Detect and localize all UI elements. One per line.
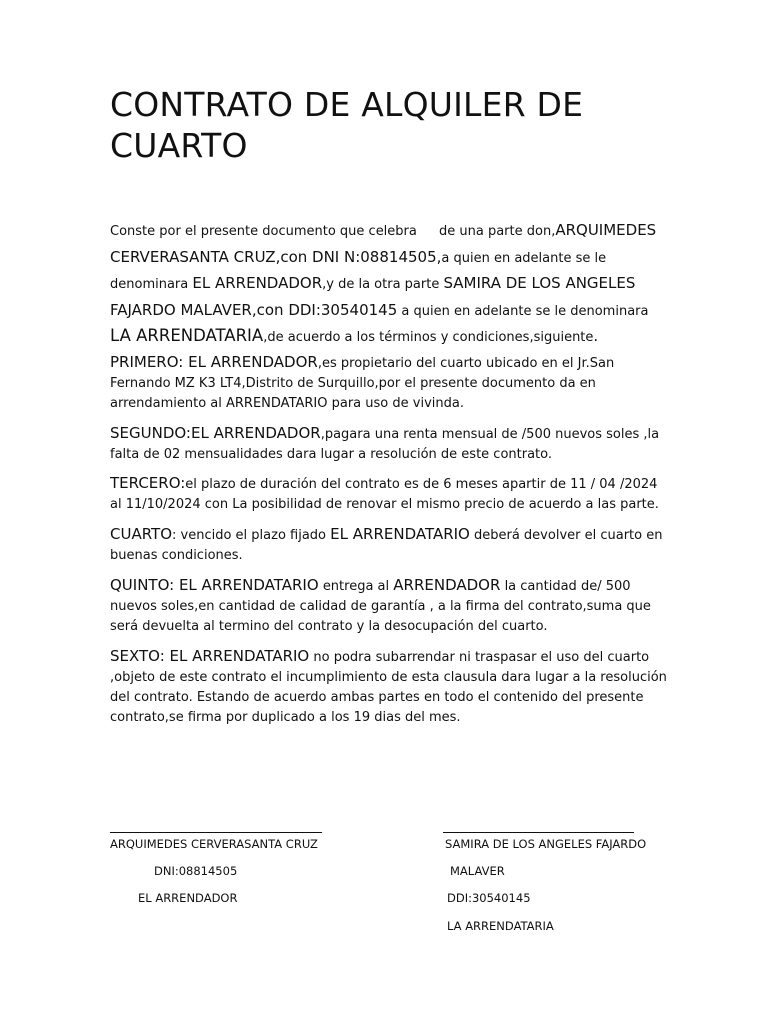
clause-body: : vencido el plazo fijado — [172, 528, 327, 543]
clause-tercero — [110, 473, 670, 515]
clause-segundo — [110, 423, 670, 465]
arrendataria-role: LA ARRENDATARIA — [110, 326, 264, 345]
clause-body: entrega al — [322, 579, 390, 594]
intro-text-5: a quien en adelante se le denominara — [401, 303, 649, 319]
clause-heading: SEGUNDO:EL ARRENDADOR — [110, 424, 321, 442]
intro-text-1: Conste por el presente documento que celebra — [110, 224, 417, 239]
clause-body: ,es propietario del cuarto ubicado en el Jr.San Fernando MZ K3 LT4,Distrito de Surquillo,por el presente documento da en arrendamiento al ARRENDATARIO para uso de vivinda. — [110, 356, 615, 411]
clause-body: ,pagara una renta mensual de /500 nuevos soles ,la falta de 02 mensualidades dara lugar a resolución de este contrato. — [110, 427, 660, 462]
title-line-2: CUARTO — [110, 126, 248, 165]
clause-body: la cantidad de/ 500 nuevos soles,en cantidad de calidad de garantía , a la firma del contrato,suma que será devuelta al termino del contrato y la desocupación del cuarto. — [110, 579, 651, 634]
signature-role-arrendador: EL ARRENDADOR — [138, 891, 238, 905]
title-line-1: CONTRATO DE ALQUILER DE — [110, 85, 584, 124]
clause-quinto — [110, 575, 670, 637]
clause-body: deberá devolver el cuarto en buenas condiciones. — [110, 528, 663, 563]
signature-line-arrendador — [110, 832, 322, 833]
signature-name-arrendador: ARQUIMEDES CERVERASANTA CRUZ — [110, 837, 318, 851]
intro-text-6: ,de acuerdo a los términos y condiciones,siguiente — [263, 330, 594, 345]
arrendador-role: EL ARRENDADOR — [192, 274, 323, 292]
signature-id-arrendador: DNI:08814505 — [154, 864, 238, 878]
clause-party: EL ARRENDATARIO — [330, 525, 470, 543]
clause-heading: SEXTO: EL ARRENDATARIO — [110, 647, 310, 665]
intro-text-3: a quien en adelante se le denominara — [110, 250, 607, 292]
intro-text-4: ,y de la otra parte — [322, 277, 440, 292]
clause-body: el plazo de duración del contrato es de 6 meses apartir de 11 / 04 /2024 al 11/10/2024 con La posibilidad de renovar el mismo precio de acuerdo a las parte. — [110, 477, 659, 512]
signature-id-arrendataria: DDI:30540145 — [447, 891, 531, 905]
clause-sexto — [110, 646, 670, 728]
intro-text-7: . — [593, 327, 599, 345]
arrendataria-name: SAMIRA DE LOS ANGELES FAJARDO MALAVER,con DDI:30540145 — [110, 274, 636, 319]
clause-heading: PRIMERO: EL ARRENDADOR — [110, 353, 318, 371]
signature-line-arrendataria — [443, 832, 634, 833]
signature-role-arrendataria: LA ARRENDATARIA — [447, 919, 554, 933]
clause-primero — [110, 352, 670, 414]
clause-party: ARRENDADOR — [393, 576, 501, 594]
clause-heading: CUARTO — [110, 525, 173, 543]
clause-body: no podra subarrendar ni traspasar el uso del cuarto ,objeto de este contrato el incumplimiento de esta clausula dara lugar a la resolución del contrato. Estando de acuerdo ambas partes en todo el contenido del presente contrato,se firma por duplicado a los 19 dias del mes. — [110, 650, 667, 725]
signature-name-arrendataria: SAMIRA DE LOS ANGELES FAJARDO — [445, 837, 647, 851]
signature-name-arrendataria-cont: MALAVER — [450, 864, 505, 878]
clause-cuarto — [110, 524, 670, 566]
clause-heading: QUINTO: EL ARRENDATARIO — [110, 576, 319, 594]
intro-text-2: de una parte don, — [439, 224, 556, 239]
document-title — [110, 84, 670, 166]
intro-paragraph — [110, 218, 670, 351]
arrendador-name: ARQUIMEDES CERVERASANTA CRUZ,con DNI N:08814505, — [110, 221, 657, 266]
clause-heading: TERCERO: — [110, 474, 186, 492]
